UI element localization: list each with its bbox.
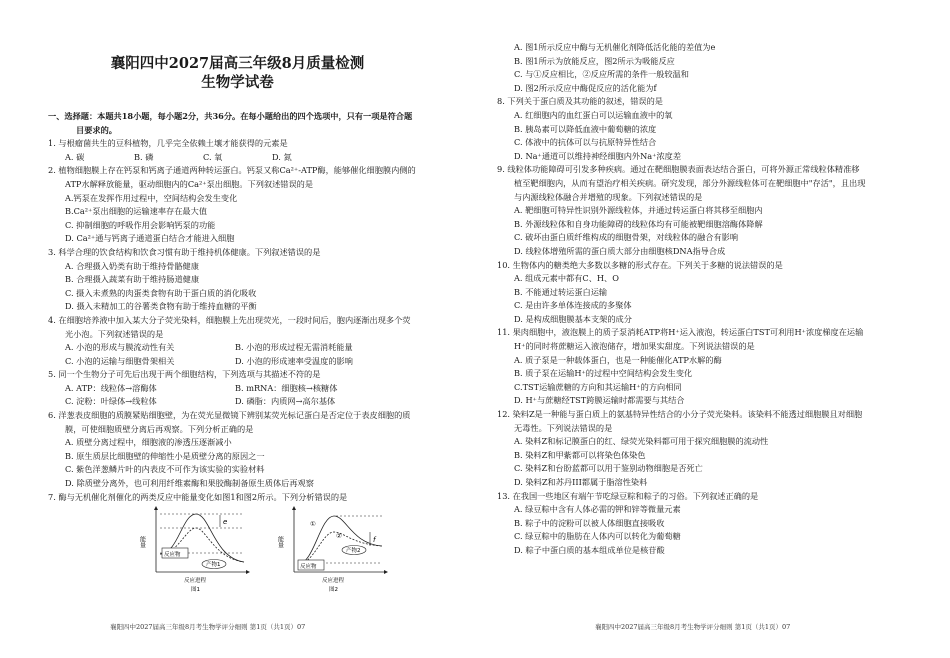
- question-stem: 10. 生物体内的糖类绝大多数以多糖的形式存在。下列关于多糖的说法错误的是: [497, 259, 783, 270]
- question-text: H⁺的同时将蔗糖运入液泡储存，增加果实甜度。下列说法错误的是: [514, 341, 755, 352]
- question-text: D. H⁺与蔗糖经TST跨膜运输时都需要与其结合: [514, 395, 685, 406]
- question-text: A. 红细胞内的血红蛋白可以运输血液中的氧: [514, 109, 673, 120]
- question-text: A.钙泵在发挥作用过程中，空间结构会发生变化: [65, 192, 238, 203]
- question-stem: 3. 科学合理的饮食结构和饮食习惯有助于维持机体健康。下列叙述错误的是: [48, 246, 321, 257]
- question-text: 植至靶细胞内，从而有望治疗相关疾病。研究发现，部分外源线粒体可在靶细胞中"存活"，且出现: [514, 177, 866, 188]
- option-text: B. mRNA：细胞核→核糖体: [235, 382, 338, 393]
- section-heading-cont: 目要求的。: [76, 124, 117, 135]
- question-stem: 7. 酶与无机催化剂催化的两类反应中能量变化如图1和图2所示。下列分析错误的是: [48, 491, 348, 502]
- question-text: 与内源线粒体融合并增殖的现象。下列叙述错误的是: [514, 191, 703, 202]
- fig2-caption: 图2: [329, 587, 338, 594]
- question-text: C. 摄入未煮熟的肉蛋类食物有助于蛋白质的消化吸收: [65, 287, 257, 298]
- option-text: B. 磷: [134, 151, 154, 162]
- option-row: [48, 341, 458, 355]
- question-text: D. 染料Z和苏丹III都属于脂溶性染料: [514, 477, 648, 487]
- fig1-label-e: e: [223, 518, 228, 527]
- question-stem: 13. 在我国一些地区有端午节吃绿豆粽和粽子的习俗。下列叙述正确的是: [497, 490, 759, 501]
- fig2-circle-1: ①: [310, 520, 316, 529]
- option-text: A. 碳: [65, 151, 85, 162]
- figure-1: [139, 506, 251, 593]
- energy-diagrams: [48, 504, 458, 596]
- question-text: A. 靶细胞可特异性识别外源线粒体，并通过转运蛋白将其移至细胞内: [514, 205, 763, 216]
- question-text: B. 胰岛素可以降低血液中葡萄糖的浓度: [514, 123, 657, 134]
- question-text: ATP水解释放能量，驱动细胞内的Ca²⁺泵出细胞。下列叙述错误的是: [65, 178, 314, 189]
- fig2-label-f: f: [373, 536, 376, 545]
- question-stem: 6. 洋葱表皮细胞的质膜紧贴细胞壁，为在荧光显微镜下辨别某荧光标记蛋白是否定位于表皮细胞的质: [48, 410, 411, 421]
- question-text: D. 摄入未精加工的谷薯类食物有助于维持血糖的平衡: [65, 301, 257, 312]
- fig1-reactant: 反应物: [164, 552, 181, 559]
- fig2-xlabel: 反应进程: [322, 578, 345, 585]
- question-text: C. 紫色洋葱鳞片叶的内表皮不可作为该实验的实验材料: [65, 464, 265, 475]
- question-text: D. Ca²⁺通与钙离子通道蛋白结合才能进入细胞: [65, 233, 235, 244]
- question-stem: 12. 染料Z是一种能与蛋白质上的氨基特异性结合的小分子荧光染料。该染料不能透过细胞膜且对细胞: [497, 409, 863, 420]
- option-text: D. 氮: [272, 151, 292, 162]
- fig2-reactant: 反应物: [300, 564, 317, 571]
- question-text: D. 粽子中蛋白质的基本组成单位是核苷酸: [514, 544, 665, 555]
- question-text: B. 图1所示为放能反应，图2所示为吸能反应: [514, 55, 675, 66]
- question-text: D. 线粒体增殖所需的蛋白质大部分由细胞核DNA指导合成: [514, 245, 726, 256]
- fig1-xlabel: 反应进程: [184, 578, 207, 585]
- question-text: D. Na⁺通道可以维持神经细胞内外Na⁺浓度差: [514, 150, 682, 161]
- question-text: A. 染料Z和标记膜蛋白的红、绿荧光染料都可用于探究细胞膜的流动性: [514, 436, 769, 447]
- fig2-circle-2: ②: [336, 532, 342, 541]
- fig1-ylabel: 能量: [138, 536, 146, 549]
- figures: [48, 504, 458, 596]
- question-text: D. 图2所示反应中酶促反应的活化能为f: [514, 82, 657, 93]
- question-text: C. 抑制细胞的呼吸作用会影响钙泵的功能: [65, 219, 216, 230]
- question-text: A. 组成元素中都有C、H、O: [514, 273, 619, 284]
- right-column: [497, 41, 915, 558]
- option-text: B. 小泡的形成过程无需消耗能量: [235, 342, 353, 353]
- question-text: A. 质壁分离过程中，细胞液的渗透压逐渐减小: [65, 437, 232, 448]
- question-text: 光小泡。下列叙述错误的是: [65, 328, 164, 339]
- question-text: D. 除质壁分离外，也可利用纤维素酶和果胶酶制备原生质体后再观察: [65, 478, 314, 489]
- question-text: B.Ca²⁺泵出细胞的运输速率存在最大值: [65, 206, 207, 217]
- question-text: C. 是由许多单体连接成的多聚体: [514, 300, 632, 311]
- option-row: [48, 395, 458, 409]
- exam-title: 襄阳四中2027届高三年级8月质量检测: [110, 55, 365, 72]
- question-text: A. 合理摄入奶类有助于维持骨骼健康: [65, 260, 199, 271]
- question-text: B. 不能通过转运蛋白运输: [514, 286, 608, 297]
- fig1-caption: 图1: [191, 587, 200, 594]
- question-text: C. 绿豆粽中的脂肪在人体内可以转化为葡萄糖: [514, 531, 681, 542]
- question-text: B. 原生质层比细胞壁的伸缩性小是质壁分离的原因之一: [65, 450, 265, 461]
- question-text: 无毒性。下列说法错误的是: [514, 422, 613, 433]
- fig2-product: 产物2: [346, 548, 361, 555]
- left-footer: 襄阳四中2027届高三年级8月考生物学评分细则 第1页（共1页）07: [110, 623, 306, 631]
- exam-subtitle: 生物学试卷: [201, 74, 274, 91]
- option-row: [48, 151, 458, 165]
- question-text: B. 染料Z和甲紫都可以将染色体染色: [514, 449, 646, 460]
- question-text: 膜，可使细胞质壁分离后再观察。下列分析正确的是: [65, 423, 254, 434]
- question-stem: 8. 下列关于蛋白质及其功能的叙述，错误的是: [497, 96, 663, 107]
- figure-2: [277, 506, 389, 593]
- question-text: C.TST运输蔗糖的方向和其运输H⁺的方向相同: [514, 381, 682, 392]
- option-row: [48, 382, 458, 396]
- option-text: C. 淀粉：叶绿体→线粒体: [65, 396, 157, 407]
- right-page: [475, 0, 950, 658]
- question-stem: 9. 线粒体功能障碍可引发多种疾病。通过在靶细胞膜表面表达结合蛋白，可将外源正常线粒体精准移: [497, 164, 860, 175]
- option-text: D. 磷脂：内质网→高尔基体: [235, 396, 336, 407]
- question-text: C. 体液中的抗体可以与抗原特异性结合: [514, 137, 657, 148]
- question-stem: 4. 在细胞培养液中加入某大分子荧光染料，细胞膜上先出现荧光，一段时间后，胞内逐渐出现多个荧: [48, 314, 411, 325]
- question-text: B. 粽子中的淀粉可以被人体细胞直接吸收: [514, 517, 665, 528]
- fig2-ylabel: 能量: [276, 536, 284, 549]
- question-text: C. 破坏由蛋白质纤维构成的细胞骨架，对线粒体的融合有影响: [514, 232, 739, 243]
- left-column: [48, 110, 458, 596]
- question-stem: 11. 果肉细胞中，液泡膜上的质子泵消耗ATP将H⁺运入液泡，转运蛋白TST可利用H⁺浓度梯度在运输: [497, 327, 864, 338]
- question-text: A. 质子泵是一种载体蛋白，也是一种能催化ATP水解的酶: [514, 354, 722, 365]
- question-text: A. 图1所示反应中酶与无机催化剂降低活化能的差值为e: [514, 42, 716, 52]
- option-text: D. 小泡的形成速率受温度的影响: [235, 355, 353, 366]
- question-text: B. 质子泵在运输H⁺的过程中空间结构会发生变化: [514, 368, 693, 379]
- question-text: D. 是构成细胞膜基本支架的成分: [514, 313, 632, 324]
- option-row: [48, 355, 458, 369]
- fig1-product: 产物1: [206, 562, 221, 569]
- question-text: B. 合理摄入蔬菜有助于维持肠道健康: [65, 274, 200, 285]
- right-footer: 襄阳四中2027届高三年级8月考生物学评分细则 第1页（共1页）07: [595, 623, 791, 631]
- question-text: C. 染料Z和台盼蓝都可以用于鉴别动物细胞是否死亡: [514, 463, 703, 474]
- option-text: C. 氧: [203, 151, 223, 162]
- question-stem: 2. 植物细胞膜上存在钙泵和钙离子通道两种转运蛋白。钙泵又称Ca²⁺-ATP酶，能够催化细胞膜内侧的: [48, 165, 416, 176]
- section-heading: 一、选择题：本题共18小题，每小题2分，共36分。在每小题给出的四个选项中，只有一项是符合题: [48, 111, 413, 121]
- option-text: A. 小泡的形成与膜流动性有关: [65, 342, 175, 353]
- question-text: B. 外源线粒体和自身功能障碍的线粒体均有可能被靶细胞溶酶体降解: [514, 218, 763, 229]
- question-stem: 5. 同一个生物分子可先后出现于两个细胞结构，下列选项与其描述不符的是: [48, 369, 321, 380]
- question-text: C. 与①反应相比，②反应所需的条件一般较温和: [514, 69, 689, 80]
- option-text: A. ATP：线粒体→溶酶体: [65, 382, 157, 393]
- question-text: A. 绿豆粽中含有人体必需的钾和锌等微量元素: [514, 504, 681, 515]
- option-text: C. 小泡的运输与细胞骨架相关: [65, 355, 175, 366]
- question-stem: 1. 与根瘤菌共生的豆科植物，几乎完全依赖土壤才能获得的元素是: [48, 138, 288, 149]
